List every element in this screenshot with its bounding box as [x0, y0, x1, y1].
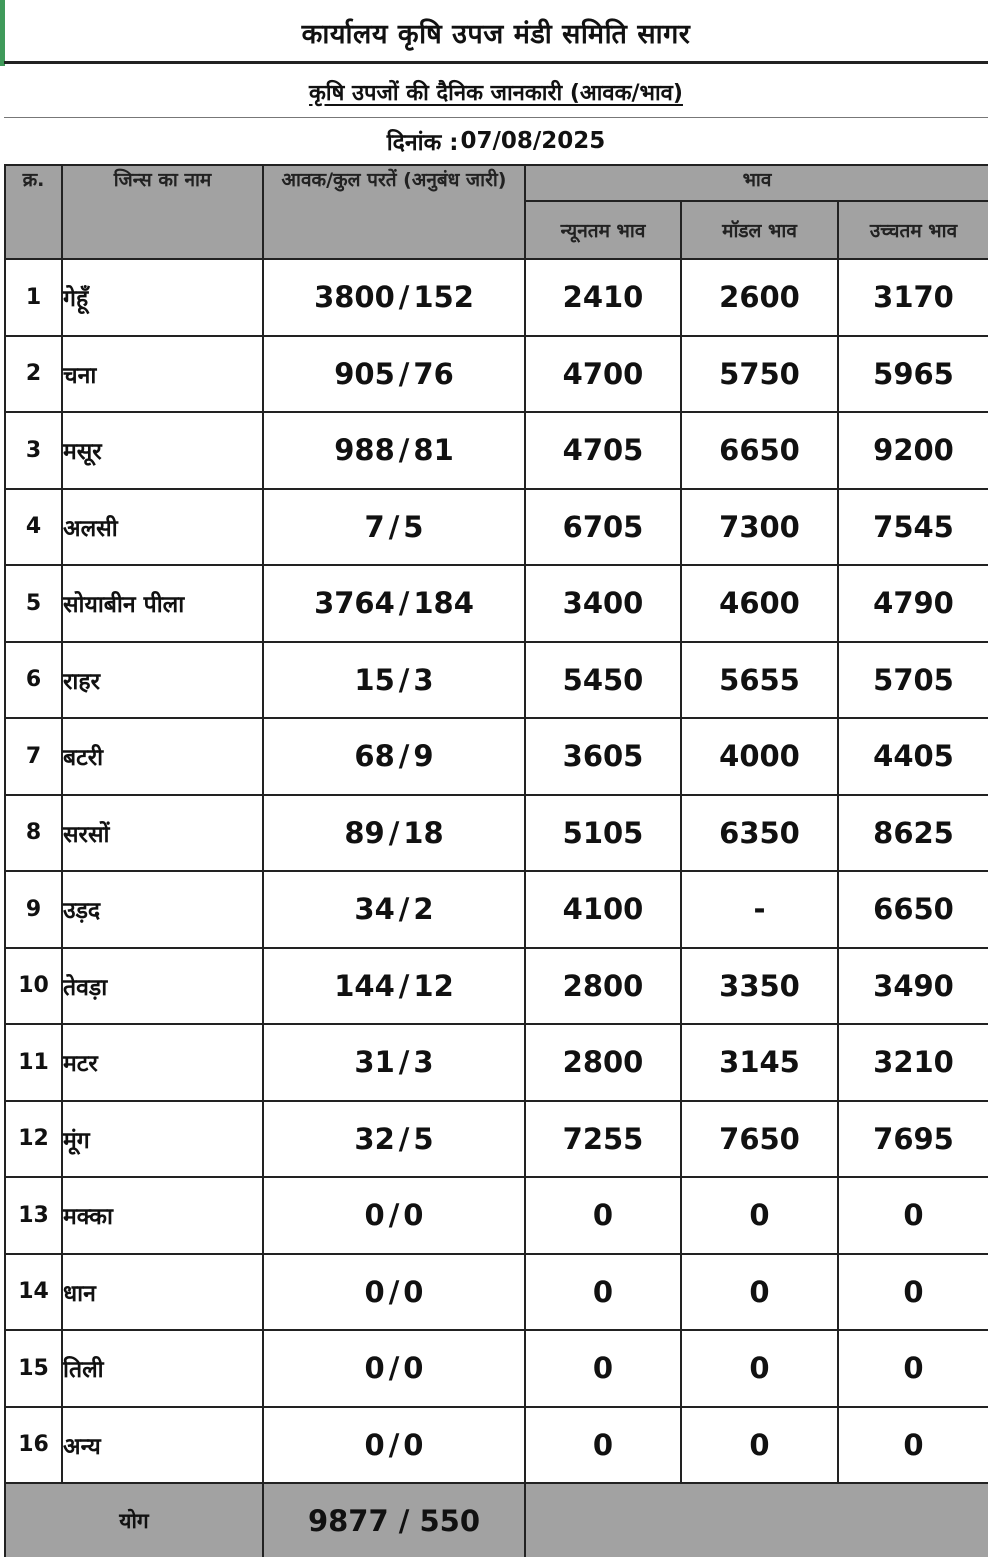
col-header-min-price: न्यूनतम भाव	[525, 201, 681, 259]
table-row	[5, 1177, 988, 1254]
row-commodity-name: मूंग	[62, 1101, 263, 1178]
row-qty: 3764	[314, 586, 395, 621]
table-row	[5, 565, 988, 642]
row-lots: 5	[413, 1121, 434, 1156]
row-arrival	[263, 412, 525, 489]
row-max-price: 4405	[838, 718, 988, 795]
row-separator: /	[398, 356, 410, 391]
row-modal-price: 0	[681, 1330, 838, 1407]
row-sn: 4	[5, 489, 62, 566]
row-commodity-name: सरसों	[62, 795, 263, 872]
office-title-text: कार्यालय कृषि उपज मंडी समिति सागर	[301, 19, 691, 50]
row-modal-price: 6650	[681, 412, 838, 489]
row-qty: 68	[354, 739, 395, 774]
row-lots: 76	[413, 356, 454, 391]
row-modal-price: 4600	[681, 565, 838, 642]
row-min-price: 3400	[525, 565, 681, 642]
row-max-price: 0	[838, 1177, 988, 1254]
row-commodity-name: चना	[62, 336, 263, 413]
row-min-price: 5450	[525, 642, 681, 719]
row-arrival	[263, 795, 525, 872]
row-lots: 0	[403, 1351, 424, 1386]
row-sn: 7	[5, 718, 62, 795]
row-max-price: 5965	[838, 336, 988, 413]
row-separator: /	[398, 739, 410, 774]
row-max-price: 7695	[838, 1101, 988, 1178]
report-date	[4, 118, 988, 164]
row-arrival	[263, 565, 525, 642]
row-separator: /	[398, 662, 410, 697]
date-value: 07/08/2025	[460, 128, 606, 154]
table-row	[5, 412, 988, 489]
row-sn: 6	[5, 642, 62, 719]
row-modal-price: 7650	[681, 1101, 838, 1178]
office-title	[4, 4, 988, 64]
row-max-price: 3210	[838, 1024, 988, 1101]
row-arrival	[263, 718, 525, 795]
row-sn: 1	[5, 259, 62, 336]
row-min-price: 2800	[525, 948, 681, 1025]
row-max-price: 3490	[838, 948, 988, 1025]
row-min-price: 2800	[525, 1024, 681, 1101]
row-max-price: 8625	[838, 795, 988, 872]
row-arrival	[263, 1101, 525, 1178]
total-qty: 9877	[307, 1503, 389, 1538]
row-min-price: 0	[525, 1177, 681, 1254]
row-lots: 3	[413, 1045, 434, 1080]
row-lots: 5	[403, 509, 424, 544]
row-max-price: 7545	[838, 489, 988, 566]
row-separator: /	[398, 1121, 410, 1156]
row-qty: 0	[364, 1427, 385, 1462]
row-qty: 144	[334, 968, 395, 1003]
row-min-price: 2410	[525, 259, 681, 336]
row-separator: /	[388, 509, 400, 544]
row-qty: 0	[364, 1351, 385, 1386]
row-qty: 0	[364, 1274, 385, 1309]
table-row	[5, 1407, 988, 1484]
row-sn: 10	[5, 948, 62, 1025]
row-qty: 905	[334, 356, 395, 391]
row-separator: /	[388, 1351, 400, 1386]
row-modal-price: 0	[681, 1407, 838, 1484]
col-header-max-price: उच्चतम भाव	[838, 201, 988, 259]
row-lots: 184	[413, 586, 474, 621]
row-sn: 11	[5, 1024, 62, 1101]
row-modal-price: 0	[681, 1254, 838, 1331]
row-separator: /	[398, 968, 410, 1003]
row-min-price: 6705	[525, 489, 681, 566]
row-commodity-name: गेहूँ	[62, 259, 263, 336]
col-header-arrival: आवक/कुल परतें (अनुबंध जारी)	[263, 165, 525, 259]
row-qty: 7	[364, 509, 385, 544]
row-arrival	[263, 948, 525, 1025]
total-empty-cell	[525, 1483, 988, 1557]
row-sn: 9	[5, 871, 62, 948]
row-commodity-name: मसूर	[62, 412, 263, 489]
row-arrival	[263, 336, 525, 413]
row-min-price: 4700	[525, 336, 681, 413]
row-arrival	[263, 871, 525, 948]
row-min-price: 0	[525, 1407, 681, 1484]
row-qty: 32	[354, 1121, 395, 1156]
row-lots: 0	[403, 1427, 424, 1462]
row-qty: 15	[354, 662, 395, 697]
table-row	[5, 871, 988, 948]
col-header-sn: क्र.	[5, 165, 62, 259]
report-subtitle-text: कृषि उपजों की दैनिक जानकारी (आवक/भाव)	[309, 80, 683, 106]
col-header-modal-price: मॉडल भाव	[681, 201, 838, 259]
total-arrival	[263, 1483, 525, 1557]
row-qty: 34	[354, 892, 395, 927]
row-commodity-name: मक्का	[62, 1177, 263, 1254]
row-lots: 12	[413, 968, 454, 1003]
row-max-price: 9200	[838, 412, 988, 489]
row-min-price: 5105	[525, 795, 681, 872]
row-sn: 12	[5, 1101, 62, 1178]
row-lots: 81	[413, 433, 454, 468]
row-lots: 2	[413, 892, 434, 927]
row-min-price: 0	[525, 1330, 681, 1407]
table-row	[5, 948, 988, 1025]
row-separator: /	[398, 280, 410, 315]
total-separator: /	[398, 1503, 410, 1538]
table-row	[5, 1101, 988, 1178]
row-commodity-name: राहर	[62, 642, 263, 719]
row-arrival	[263, 642, 525, 719]
row-commodity-name: उड़द	[62, 871, 263, 948]
row-separator: /	[388, 1427, 400, 1462]
row-max-price: 6650	[838, 871, 988, 948]
table-row	[5, 795, 988, 872]
row-sn: 5	[5, 565, 62, 642]
row-min-price: 0	[525, 1254, 681, 1331]
row-qty: 0	[364, 1198, 385, 1233]
row-modal-price: 0	[681, 1177, 838, 1254]
row-separator: /	[388, 1198, 400, 1233]
row-commodity-name: बटरी	[62, 718, 263, 795]
table-body	[5, 259, 988, 1483]
row-sn: 2	[5, 336, 62, 413]
row-modal-price: 7300	[681, 489, 838, 566]
row-arrival	[263, 1330, 525, 1407]
row-commodity-name: मटर	[62, 1024, 263, 1101]
row-qty: 89	[344, 815, 385, 850]
row-max-price: 4790	[838, 565, 988, 642]
row-arrival	[263, 1177, 525, 1254]
row-commodity-name: तेवड़ा	[62, 948, 263, 1025]
row-lots: 3	[413, 662, 434, 697]
row-max-price: 0	[838, 1330, 988, 1407]
row-min-price: 7255	[525, 1101, 681, 1178]
row-min-price: 4100	[525, 871, 681, 948]
row-max-price: 3170	[838, 259, 988, 336]
row-sn: 13	[5, 1177, 62, 1254]
row-modal-price: 6350	[681, 795, 838, 872]
row-arrival	[263, 1254, 525, 1331]
total-row	[5, 1483, 988, 1557]
report-subtitle	[4, 66, 988, 118]
table-row	[5, 259, 988, 336]
row-arrival	[263, 259, 525, 336]
row-modal-price: 5750	[681, 336, 838, 413]
row-qty: 3800	[314, 280, 395, 315]
total-label: योग	[5, 1483, 263, 1557]
row-max-price: 0	[838, 1407, 988, 1484]
row-lots: 9	[413, 739, 434, 774]
col-header-price-group: भाव	[525, 165, 988, 201]
table-row	[5, 718, 988, 795]
row-separator: /	[398, 892, 410, 927]
table-row	[5, 642, 988, 719]
row-sn: 3	[5, 412, 62, 489]
row-min-price: 4705	[525, 412, 681, 489]
row-modal-price: 4000	[681, 718, 838, 795]
row-lots: 0	[403, 1198, 424, 1233]
row-modal-price: 3350	[681, 948, 838, 1025]
row-min-price: 3605	[525, 718, 681, 795]
col-header-name: जिन्स का नाम	[62, 165, 263, 259]
row-sn: 15	[5, 1330, 62, 1407]
row-lots: 0	[403, 1274, 424, 1309]
row-max-price: 0	[838, 1254, 988, 1331]
row-commodity-name: धान	[62, 1254, 263, 1331]
date-label: दिनांक :	[386, 130, 459, 156]
row-separator: /	[388, 1274, 400, 1309]
row-lots: 152	[413, 280, 474, 315]
row-modal-price: -	[681, 871, 838, 948]
row-commodity-name: अलसी	[62, 489, 263, 566]
row-commodity-name: तिली	[62, 1330, 263, 1407]
table-row	[5, 1024, 988, 1101]
row-separator: /	[398, 1045, 410, 1080]
row-qty: 31	[354, 1045, 395, 1080]
row-arrival	[263, 489, 525, 566]
rates-table	[4, 164, 988, 1557]
row-sn: 14	[5, 1254, 62, 1331]
row-commodity-name: सोयाबीन पीला	[62, 565, 263, 642]
table-row	[5, 1254, 988, 1331]
row-separator: /	[388, 815, 400, 850]
row-sn: 8	[5, 795, 62, 872]
row-separator: /	[398, 433, 410, 468]
row-modal-price: 3145	[681, 1024, 838, 1101]
row-max-price: 5705	[838, 642, 988, 719]
row-modal-price: 2600	[681, 259, 838, 336]
row-arrival	[263, 1407, 525, 1484]
row-separator: /	[398, 586, 410, 621]
row-sn: 16	[5, 1407, 62, 1484]
row-qty: 988	[334, 433, 395, 468]
row-arrival	[263, 1024, 525, 1101]
table-row	[5, 489, 988, 566]
row-modal-price: 5655	[681, 642, 838, 719]
total-lots: 550	[419, 1503, 481, 1538]
table-row	[5, 1330, 988, 1407]
row-lots: 18	[403, 815, 444, 850]
row-commodity-name: अन्य	[62, 1407, 263, 1484]
table-row	[5, 336, 988, 413]
